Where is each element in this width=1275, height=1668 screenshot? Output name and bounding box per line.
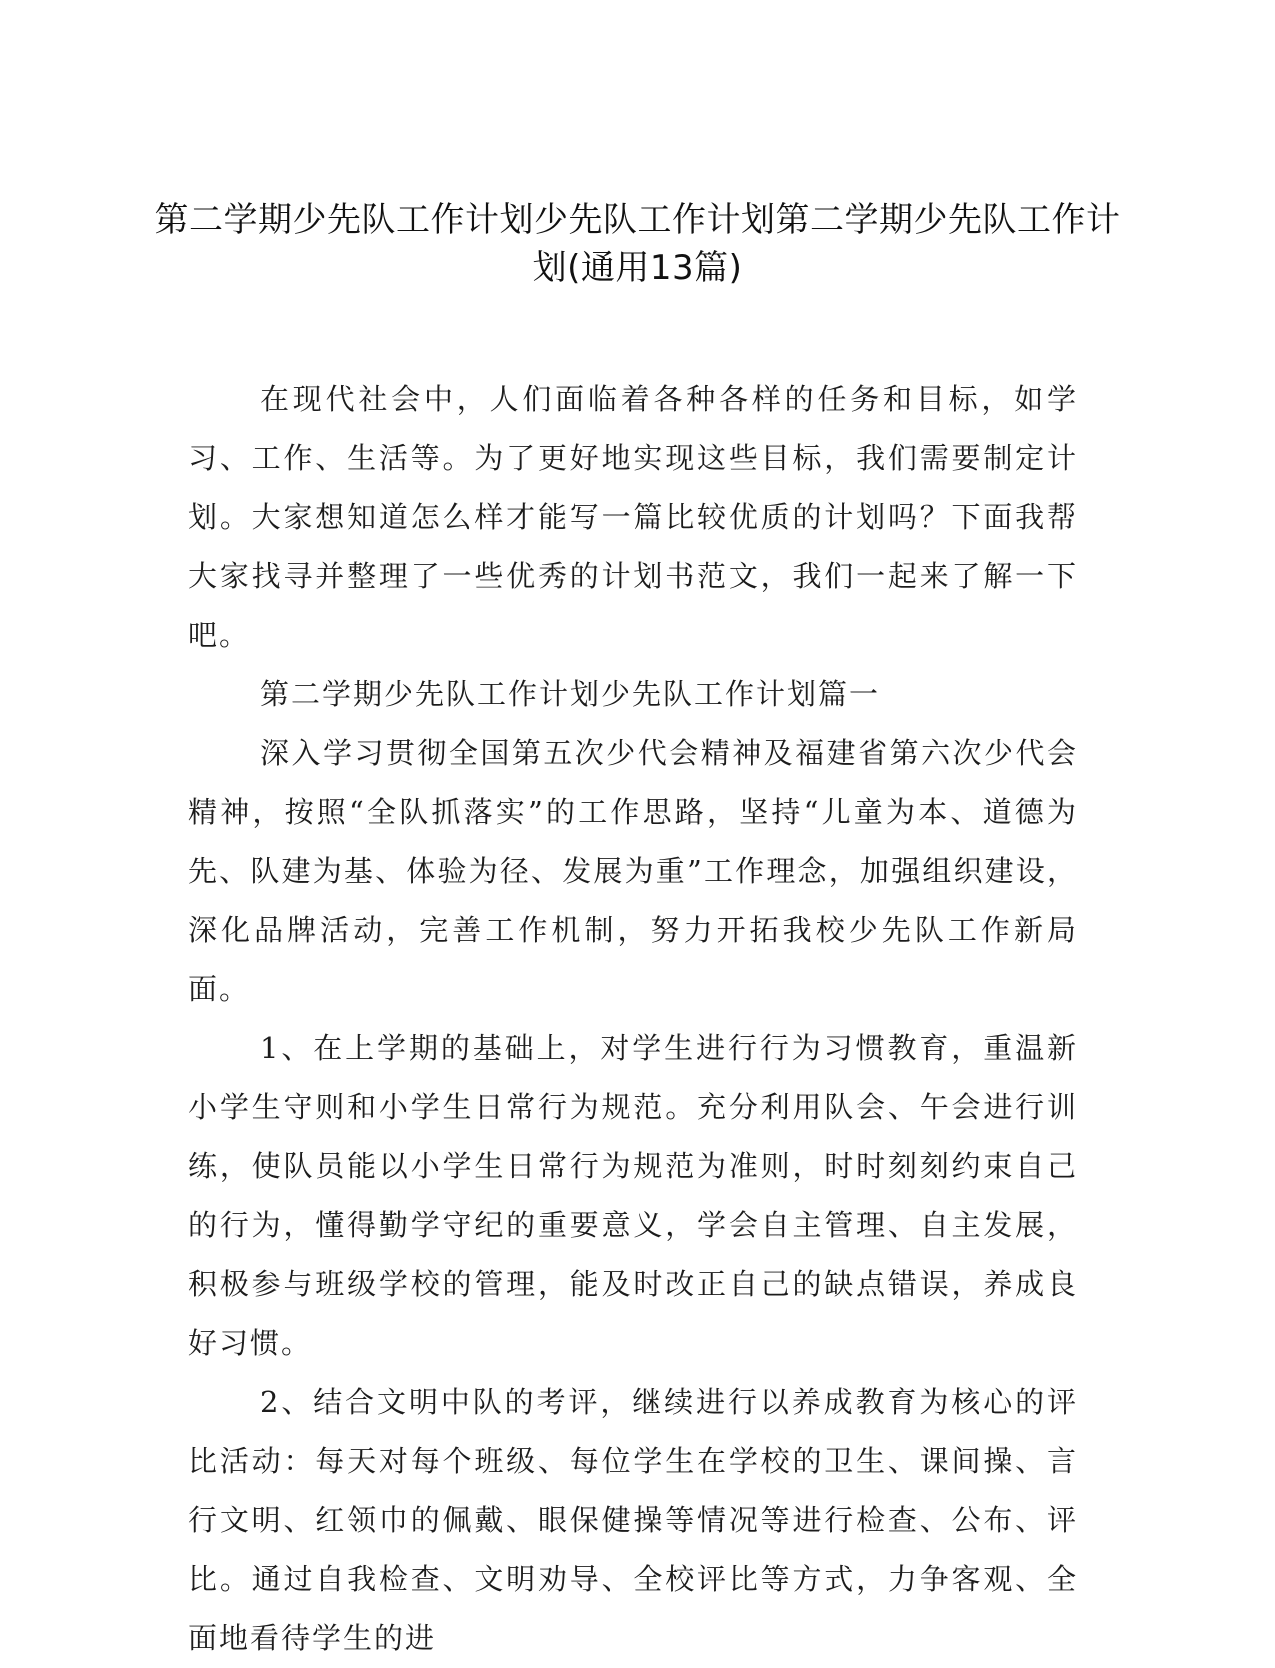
intro-paragraph: 在现代社会中，人们面临着各种各样的任务和目标，如学习、工作、生活等。为了更好地实现这些目标，我们需要制定计划。大家想知道怎么样才能写一篇比较优质的计划吗？下面我帮大家找寻并整理了一些优秀的计划书范文，我们一起来了解一下吧。 <box>188 382 1078 652</box>
section-heading: 第二学期少先队工作计划少先队工作计划篇一 <box>260 677 881 711</box>
list-item-paragraph: 2、结合文明中队的考评，继续进行以养成教育为核心的评比活动：每天对每个班级、每位学生在学校的卫生、课间操、言行文明、红领巾的佩戴、眼保健操等情况等进行检查、公布、评比。通过自我检查、文明劝导、全校评比等方式，力争客观、全面地看待学生的进 <box>188 1385 1078 1655</box>
body-paragraph: 深入学习贯彻全国第五次少代会精神及福建省第六次少代会精神，按照“全队抓落实”的工作思路，坚持“儿童为本、道德为先、队建为基、体验为径、发展为重”工作理念，加强组织建设，深化品牌活动，完善工作机制，努力开拓我校少先队工作新局面。 <box>188 736 1078 1006</box>
list-item-paragraph: 1、在上学期的基础上，对学生进行行为习惯教育，重温新小学生守则和小学生日常行为规范。充分利用队会、午会进行训练，使队员能以小学生日常行为规范为准则，时时刻刻约束自己的行为，懂得勤学守纪的重要意义，学会自主管理、自主发展，积极参与班级学校的管理，能及时改正自己的缺点错误，养成良好习惯。 <box>188 1031 1078 1360</box>
document-body <box>188 370 1078 1668</box>
document-title: 第二学期少先队工作计划少先队工作计划第二学期少先队工作计划(通用13篇) <box>154 200 1121 288</box>
